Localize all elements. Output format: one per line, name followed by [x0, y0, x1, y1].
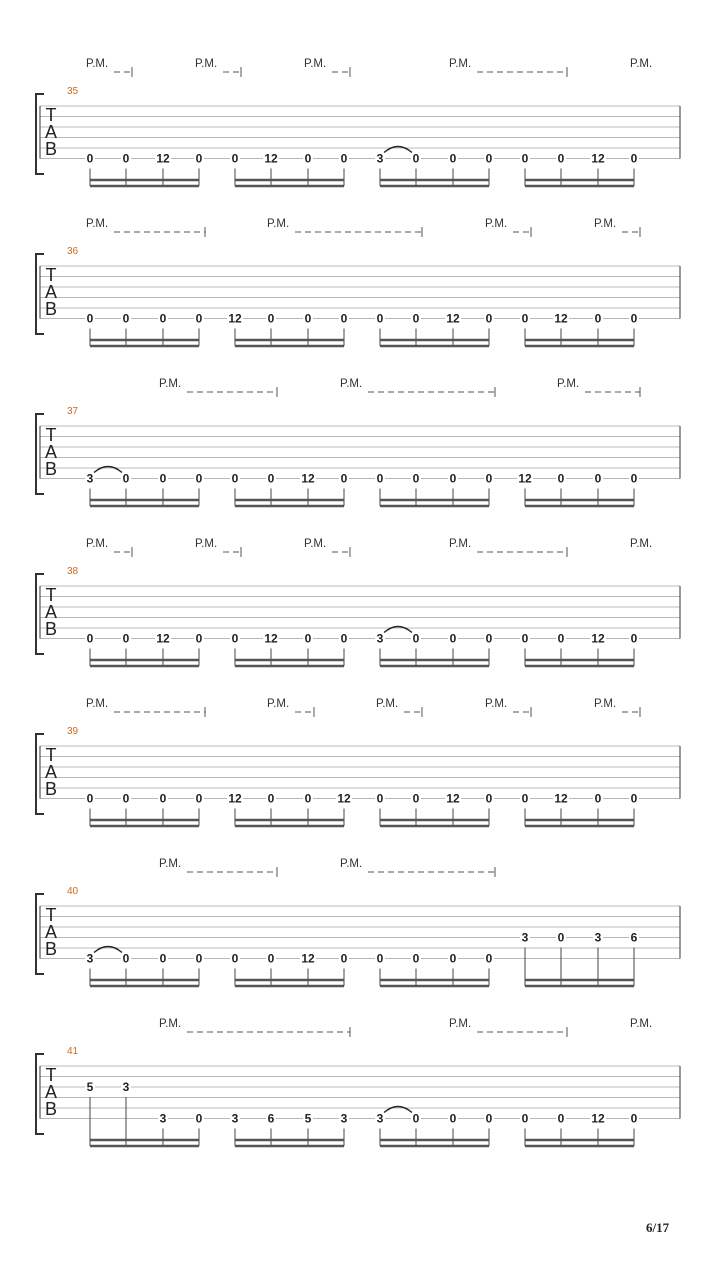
fret-number: 3 [376, 1111, 384, 1126]
tab-clef-letter: T [45, 905, 57, 925]
fret-number: 0 [195, 631, 203, 646]
fret-number: 12 [554, 791, 568, 806]
measure-number: 40 [67, 886, 79, 897]
fret-number: 0 [159, 791, 167, 806]
fret-number: 0 [376, 471, 384, 486]
fret-number: 0 [594, 791, 602, 806]
fret-number: 0 [630, 471, 638, 486]
fret-number: 5 [304, 1111, 312, 1126]
fret-number: 0 [521, 631, 529, 646]
palm-mute-label: P.M. [159, 378, 182, 390]
palm-mute-label: P.M. [195, 538, 218, 550]
fret-number: 0 [594, 471, 602, 486]
fret-number: 0 [557, 930, 565, 945]
measure-number: 36 [67, 246, 79, 257]
palm-mute-label: P.M. [304, 538, 327, 550]
fret-number: 3 [376, 631, 384, 646]
palm-mute-label: P.M. [304, 58, 327, 70]
slur-arc [94, 947, 122, 953]
fret-number: 0 [122, 791, 130, 806]
palm-mute-label: P.M. [449, 58, 472, 70]
palm-mute-label: P.M. [485, 218, 508, 230]
fret-number: 3 [594, 930, 602, 945]
tab-clef-letter: T [45, 425, 57, 445]
fret-number: 0 [412, 151, 420, 166]
fret-number: 0 [485, 151, 493, 166]
fret-number: 0 [159, 471, 167, 486]
fret-number: 0 [557, 151, 565, 166]
fret-number: 3 [86, 471, 94, 486]
fret-number: 0 [485, 951, 493, 966]
fret-number: 0 [630, 1111, 638, 1126]
tab-clef-letter: B [44, 459, 58, 479]
fret-number: 0 [231, 151, 239, 166]
fret-number: 3 [122, 1080, 130, 1094]
fret-number: 0 [485, 791, 493, 806]
fret-number: 0 [86, 311, 94, 326]
fret-number: 0 [122, 631, 130, 646]
fret-number: 0 [195, 471, 203, 486]
palm-mute-label: P.M. [557, 378, 580, 390]
fret-number: 0 [521, 151, 529, 166]
palm-mute-label: P.M. [630, 538, 653, 550]
fret-number: 0 [449, 471, 457, 486]
fret-number: 0 [412, 471, 420, 486]
palm-mute-label: P.M. [340, 378, 363, 390]
fret-number: 0 [485, 1111, 493, 1126]
fret-number: 3 [159, 1111, 167, 1126]
fret-number: 12 [301, 951, 315, 966]
tab-clef-letter: A [44, 762, 58, 782]
fret-number: 0 [267, 791, 275, 806]
fret-number: 12 [156, 631, 170, 646]
fret-number: 0 [340, 311, 348, 326]
palm-mute-label: P.M. [630, 58, 653, 70]
fret-number: 0 [122, 151, 130, 166]
palm-mute-label: P.M. [159, 1018, 182, 1030]
fret-number: 0 [267, 951, 275, 966]
measure-number: 41 [67, 1046, 79, 1057]
fret-number: 0 [630, 311, 638, 326]
tab-clef-letter: T [45, 745, 57, 765]
fret-number: 0 [304, 311, 312, 326]
fret-number: 0 [485, 311, 493, 326]
fret-number: 0 [412, 631, 420, 646]
fret-number: 0 [630, 151, 638, 166]
fret-number: 3 [521, 930, 529, 945]
fret-number: 12 [228, 791, 242, 806]
palm-mute-label: P.M. [86, 698, 109, 710]
fret-number: 12 [156, 151, 170, 166]
tab-clef-letter: T [45, 105, 57, 125]
palm-mute-label: P.M. [267, 218, 290, 230]
fret-number: 0 [195, 311, 203, 326]
palm-mute-label: P.M. [376, 698, 399, 710]
fret-number: 12 [518, 471, 532, 486]
fret-number: 0 [122, 311, 130, 326]
fret-number: 0 [485, 631, 493, 646]
palm-mute-label: P.M. [86, 58, 109, 70]
fret-number: 0 [340, 471, 348, 486]
fret-number: 12 [591, 151, 605, 166]
fret-number: 12 [228, 311, 242, 326]
fret-number: 3 [376, 151, 384, 166]
page-indicator: 6/17 [646, 1220, 670, 1235]
tab-clef-letter: T [45, 265, 57, 285]
fret-number: 12 [591, 631, 605, 646]
tab-clef-letter: A [44, 282, 58, 302]
fret-number: 0 [412, 311, 420, 326]
fret-number: 12 [554, 311, 568, 326]
fret-number: 0 [231, 471, 239, 486]
fret-number: 0 [86, 791, 94, 806]
fret-number: 0 [376, 791, 384, 806]
fret-number: 0 [304, 791, 312, 806]
fret-number: 0 [340, 951, 348, 966]
fret-number: 0 [557, 1111, 565, 1126]
palm-mute-label: P.M. [159, 858, 182, 870]
fret-number: 12 [264, 151, 278, 166]
palm-mute-label: P.M. [195, 58, 218, 70]
tab-clef-letter: A [44, 602, 58, 622]
tab-clef-letter: B [44, 139, 58, 159]
palm-mute-label: P.M. [594, 698, 617, 710]
fret-number: 0 [521, 311, 529, 326]
tab-clef-letter: B [44, 299, 58, 319]
palm-mute-label: P.M. [485, 698, 508, 710]
slur-arc [94, 467, 122, 473]
fret-number: 0 [376, 951, 384, 966]
tab-clef-letter: A [44, 922, 58, 942]
fret-number: 0 [412, 951, 420, 966]
tab-clef-letter: T [45, 1065, 57, 1085]
tab-clef-letter: B [44, 939, 58, 959]
measure-number: 37 [67, 406, 79, 417]
fret-number: 0 [340, 151, 348, 166]
fret-number: 0 [195, 151, 203, 166]
palm-mute-label: P.M. [340, 858, 363, 870]
fret-number: 0 [267, 471, 275, 486]
fret-number: 12 [264, 631, 278, 646]
tab-clef-letter: B [44, 619, 58, 639]
tab-clef-letter: B [44, 779, 58, 799]
fret-number: 0 [231, 631, 239, 646]
fret-number: 0 [267, 311, 275, 326]
fret-number: 3 [340, 1111, 348, 1126]
fret-number: 12 [591, 1111, 605, 1126]
fret-number: 0 [122, 951, 130, 966]
fret-number: 0 [449, 151, 457, 166]
fret-number: 0 [86, 631, 94, 646]
fret-number: 0 [557, 631, 565, 646]
fret-number: 0 [86, 151, 94, 166]
palm-mute-label: P.M. [86, 218, 109, 230]
fret-number: 0 [195, 791, 203, 806]
measure-number: 38 [67, 566, 79, 577]
fret-number: 0 [521, 791, 529, 806]
fret-number: 0 [122, 471, 130, 486]
palm-mute-label: P.M. [449, 538, 472, 550]
measure-number: 39 [67, 726, 79, 737]
fret-number: 0 [449, 951, 457, 966]
fret-number: 0 [159, 311, 167, 326]
palm-mute-label: P.M. [594, 218, 617, 230]
fret-number: 0 [195, 1111, 203, 1126]
palm-mute-label: P.M. [86, 538, 109, 550]
palm-mute-label: P.M. [630, 1018, 653, 1030]
fret-number: 0 [449, 631, 457, 646]
fret-number: 0 [521, 1111, 529, 1126]
fret-number: 3 [231, 1111, 239, 1126]
fret-number: 12 [446, 311, 460, 326]
fret-number: 0 [376, 311, 384, 326]
fret-number: 12 [337, 791, 351, 806]
tab-clef-letter: B [44, 1099, 58, 1119]
fret-number: 12 [446, 791, 460, 806]
fret-number: 0 [340, 631, 348, 646]
fret-number: 0 [412, 1111, 420, 1126]
measure-number: 35 [67, 86, 79, 97]
fret-number: 0 [304, 151, 312, 166]
fret-number: 5 [86, 1080, 94, 1094]
fret-number: 0 [449, 1111, 457, 1126]
fret-number: 0 [485, 471, 493, 486]
tab-clef-letter: A [44, 1082, 58, 1102]
slur-arc [384, 147, 412, 153]
fret-number: 0 [231, 951, 239, 966]
fret-number: 0 [195, 951, 203, 966]
fret-number: 0 [630, 631, 638, 646]
fret-number: 6 [267, 1111, 275, 1126]
fret-number: 12 [301, 471, 315, 486]
fret-number: 3 [86, 951, 94, 966]
palm-mute-label: P.M. [267, 698, 290, 710]
tab-clef-letter: T [45, 585, 57, 605]
fret-number: 6 [630, 930, 638, 945]
palm-mute-label: P.M. [449, 1018, 472, 1030]
slur-arc [384, 1107, 412, 1113]
slur-arc [384, 627, 412, 633]
fret-number: 0 [557, 471, 565, 486]
tab-clef-letter: A [44, 122, 58, 142]
fret-number: 0 [594, 311, 602, 326]
fret-number: 0 [159, 951, 167, 966]
fret-number: 0 [630, 791, 638, 806]
fret-number: 0 [412, 791, 420, 806]
fret-number: 0 [304, 631, 312, 646]
tab-clef-letter: A [44, 442, 58, 462]
